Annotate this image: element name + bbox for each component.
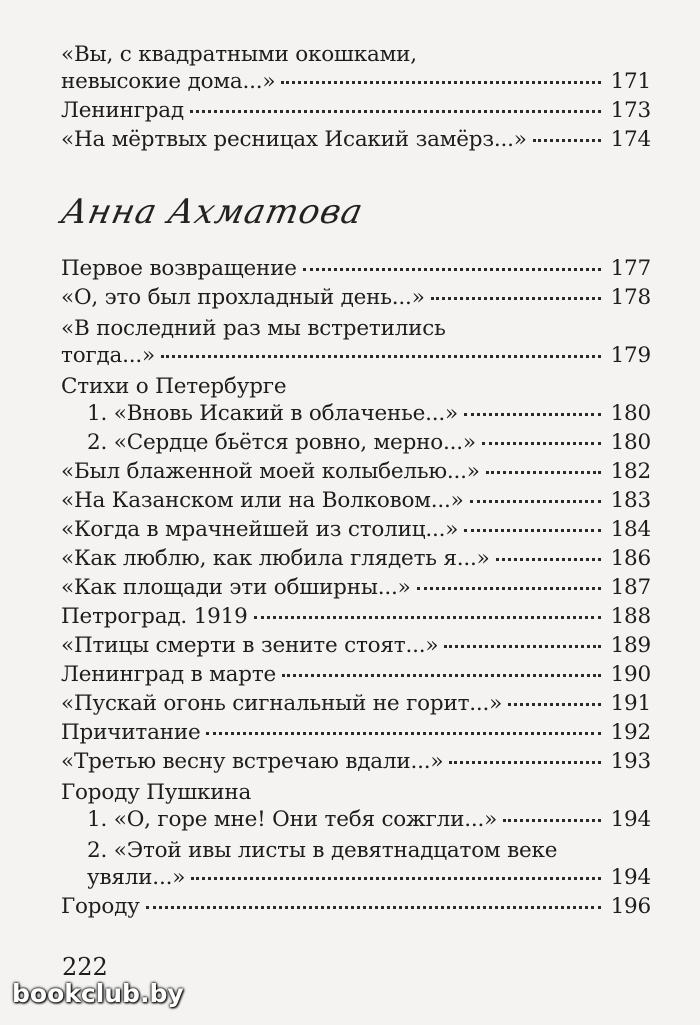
- toc-entry: [61, 127, 651, 156]
- toc-entry-title: Причитание: [61, 720, 201, 745]
- dot-leader: [303, 268, 601, 271]
- toc-entry-title: 2. «Этой ивы листы в девятнадцатом веке: [87, 838, 558, 863]
- toc-entry-title: Городу Пушкина: [61, 780, 252, 805]
- toc-entry: [61, 575, 651, 604]
- toc-entry-title: 1. «Вновь Исакий в облаченье...»: [87, 401, 459, 426]
- toc-entry: [61, 285, 651, 314]
- toc-entry-title: Первое возвращение: [61, 256, 297, 281]
- toc-entry-title: «Вы, с квадратными окошками,: [61, 42, 417, 67]
- dot-leader: [464, 529, 601, 532]
- toc-entry-page: 179: [610, 343, 651, 368]
- toc-entry: [61, 807, 651, 836]
- toc-entry-page: 184: [610, 517, 651, 542]
- dot-leader: [254, 616, 601, 619]
- dot-leader: [190, 110, 601, 113]
- toc-entry: [61, 314, 651, 372]
- dot-leader: [496, 558, 601, 561]
- toc-entry-title: Петроград. 1919: [61, 604, 248, 629]
- toc-entry-title: «Как площади эти обширны...»: [61, 575, 411, 600]
- toc-entry: [61, 517, 651, 546]
- toc-entry: [61, 604, 651, 633]
- toc-entry-title: «На мёртвых ресницах Исакий замёрз...»: [61, 127, 527, 152]
- toc-entry-title: Ленинград: [61, 98, 184, 123]
- dot-leader: [146, 906, 601, 909]
- toc-entry-page: 180: [610, 430, 651, 455]
- toc-entry-page: 187: [610, 575, 651, 600]
- toc-entry-page: 194: [610, 807, 651, 832]
- toc-entry: [61, 256, 651, 285]
- toc-entry-title: Городу: [61, 894, 140, 919]
- toc-entry: [61, 894, 651, 923]
- toc-entry-title: «Был блаженной моей колыбелью...»: [61, 459, 480, 484]
- dot-leader: [503, 819, 601, 822]
- toc-entry-page: 194: [610, 865, 651, 890]
- toc-entry-page: 196: [610, 894, 651, 919]
- toc-entry-page: 180: [610, 401, 651, 426]
- toc-entry-page: 171: [610, 69, 651, 94]
- dot-leader: [508, 703, 601, 706]
- toc-entry: [61, 633, 651, 662]
- toc-entry: [61, 98, 651, 127]
- toc-entry-title: «Как люблю, как любила глядеть я...»: [61, 546, 490, 571]
- toc-entry: [61, 720, 651, 749]
- toc-entry-page: 193: [610, 749, 651, 774]
- toc-entry-title: Стихи о Петербурге: [61, 374, 287, 399]
- dot-leader: [191, 877, 601, 880]
- toc-entry-title: «Третью весну встречаю вдали...»: [61, 749, 444, 774]
- toc-entry-page: 188: [610, 604, 651, 629]
- toc-entry-title: тогда...»: [61, 343, 156, 368]
- toc-section-akhmatova: [61, 256, 651, 923]
- toc-entry: [61, 546, 651, 575]
- toc-section-previous-author: [61, 40, 651, 156]
- dot-leader: [470, 500, 601, 503]
- toc-entry-title: «О, это был прохладный день...»: [61, 285, 425, 310]
- toc-entry-title: «На Казанском или на Волковом...»: [61, 488, 464, 513]
- toc-entry: [61, 488, 651, 517]
- toc-entry-page: 174: [610, 127, 651, 152]
- dot-leader: [206, 732, 601, 735]
- dot-leader: [449, 761, 601, 764]
- toc-entry-title: «В последний раз мы встретились: [61, 316, 446, 341]
- toc-entry-page: 189: [610, 633, 651, 658]
- toc-entry-page: 192: [610, 720, 651, 745]
- toc-entry-title: «Когда в мрачнейшей из столиц...»: [61, 517, 459, 542]
- toc-entry-page: 190: [610, 662, 651, 687]
- toc-entry-title: 2. «Сердце бьётся ровно, мерно...»: [87, 430, 476, 455]
- toc-entry-page: 177: [610, 256, 651, 281]
- toc-entry: [61, 40, 651, 98]
- dot-leader: [417, 587, 601, 590]
- dot-leader: [464, 413, 601, 416]
- dot-leader: [482, 442, 601, 445]
- dot-leader: [431, 297, 601, 300]
- watermark: bookclub.by: [12, 979, 184, 1008]
- toc-entry-page: 186: [610, 546, 651, 571]
- toc-entry: [61, 662, 651, 691]
- author-heading: Анна Ахматова: [57, 192, 368, 232]
- dot-leader: [282, 674, 601, 677]
- page-number: 222: [62, 953, 108, 981]
- toc-entry: [61, 459, 651, 488]
- toc-entry-page: 183: [610, 488, 651, 513]
- toc-entry: [61, 691, 651, 720]
- toc-entry-title: 1. «О, горе мне! Они тебя сожгли...»: [87, 807, 498, 832]
- toc-entry: [61, 401, 651, 430]
- toc-entry: [61, 749, 651, 778]
- toc-entry: [61, 836, 651, 894]
- toc-entry: [61, 372, 651, 401]
- toc-entry: [61, 430, 651, 459]
- toc-entry-title: «Пускай огонь сигнальный не горит...»: [61, 691, 503, 716]
- toc-entry-page: 182: [610, 459, 651, 484]
- dot-leader: [161, 355, 601, 358]
- toc-entry-page: 173: [610, 98, 651, 123]
- toc-entry-title: увяли...»: [87, 865, 186, 890]
- dot-leader: [281, 81, 601, 84]
- dot-leader: [533, 139, 601, 142]
- dot-leader: [486, 471, 601, 474]
- toc-entry: [61, 778, 651, 807]
- toc-entry-title: невысокие дома...»: [61, 69, 276, 94]
- toc-entry-title: «Птицы смерти в зените стоят...»: [61, 633, 439, 658]
- toc-entry-page: 178: [610, 285, 651, 310]
- toc-entry-title: Ленинград в марте: [61, 662, 277, 687]
- toc-entry-page: 191: [610, 691, 651, 716]
- dot-leader: [444, 645, 601, 648]
